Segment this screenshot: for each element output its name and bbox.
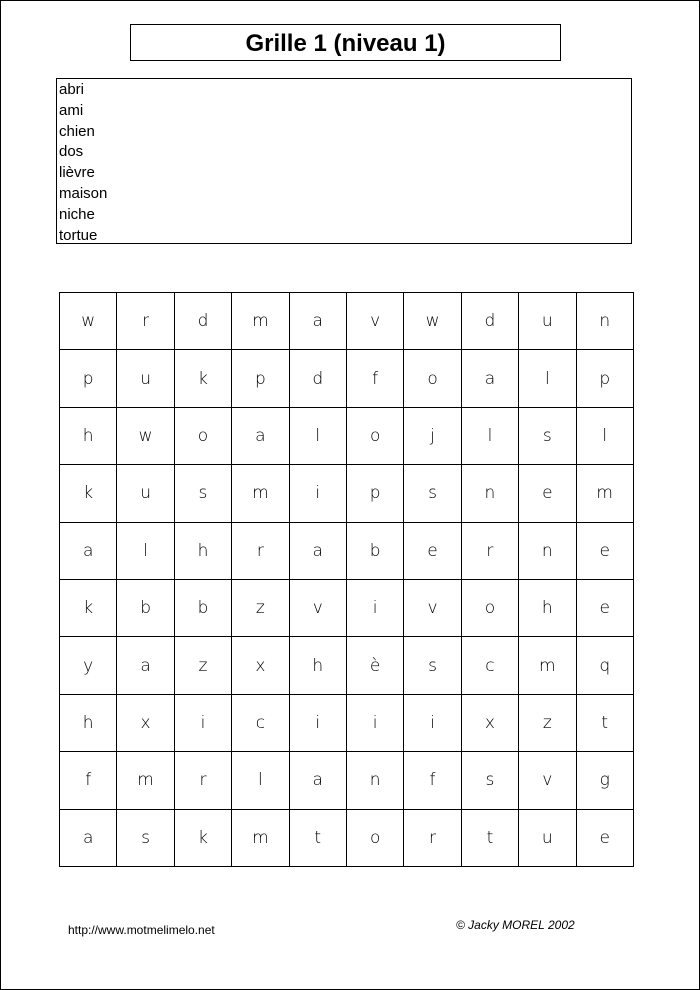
grid-row bbox=[60, 809, 634, 866]
grid-cell: k bbox=[174, 350, 231, 407]
word-list bbox=[56, 78, 632, 244]
grid-cell: s bbox=[174, 465, 231, 522]
grid-cell: f bbox=[60, 752, 117, 809]
grid-cell: o bbox=[346, 809, 403, 866]
website-link[interactable]: http://www.motmelimelo.net bbox=[68, 923, 215, 937]
grid-cell: w bbox=[404, 293, 461, 350]
grid-cell: e bbox=[519, 465, 576, 522]
grid-cell: a bbox=[117, 637, 174, 694]
grid-cell: p bbox=[60, 350, 117, 407]
grid-cell: r bbox=[232, 522, 289, 579]
grid-cell: t bbox=[461, 809, 518, 866]
grid-cell: e bbox=[576, 522, 633, 579]
grid-cell: x bbox=[117, 694, 174, 751]
grid-row bbox=[60, 637, 634, 694]
word-list-item: niche bbox=[59, 205, 95, 223]
grid-cell: i bbox=[289, 465, 346, 522]
grid-cell: m bbox=[117, 752, 174, 809]
grid-cell: f bbox=[404, 752, 461, 809]
grid-cell: i bbox=[404, 694, 461, 751]
grid-cell: b bbox=[174, 579, 231, 636]
word-list-item: ami bbox=[59, 101, 84, 119]
grid-cell: k bbox=[60, 465, 117, 522]
grid-cell: n bbox=[461, 465, 518, 522]
grid-cell: l bbox=[117, 522, 174, 579]
grid-cell: c bbox=[232, 694, 289, 751]
grid-cell: a bbox=[289, 293, 346, 350]
grid-cell: k bbox=[174, 809, 231, 866]
grid-cell: i bbox=[346, 694, 403, 751]
word-list-item: dos bbox=[59, 143, 84, 161]
grid-row bbox=[60, 579, 634, 636]
grid-cell: w bbox=[117, 407, 174, 464]
grid-cell: v bbox=[289, 579, 346, 636]
grid-row bbox=[60, 407, 634, 464]
grid-row bbox=[60, 752, 634, 809]
grid-cell: a bbox=[60, 522, 117, 579]
grid-cell: h bbox=[60, 407, 117, 464]
grid-cell: m bbox=[232, 809, 289, 866]
grid-cell: l bbox=[289, 407, 346, 464]
grid-cell: t bbox=[289, 809, 346, 866]
copyright-text: © Jacky MOREL 2002 bbox=[456, 918, 575, 932]
word-list-item: maison bbox=[59, 184, 108, 202]
grid-cell: l bbox=[576, 407, 633, 464]
grid-cell: n bbox=[346, 752, 403, 809]
grid-cell: o bbox=[174, 407, 231, 464]
grid-cell: b bbox=[117, 579, 174, 636]
grid-row bbox=[60, 522, 634, 579]
grid-cell: p bbox=[346, 465, 403, 522]
grid-cell: k bbox=[60, 579, 117, 636]
grid-cell: m bbox=[232, 293, 289, 350]
grid-cell: r bbox=[117, 293, 174, 350]
grid-cell: i bbox=[289, 694, 346, 751]
grid-cell: z bbox=[519, 694, 576, 751]
grid-cell: a bbox=[461, 350, 518, 407]
grid-cell: u bbox=[117, 350, 174, 407]
word-list-item: chien bbox=[59, 122, 95, 140]
grid-cell: s bbox=[519, 407, 576, 464]
grid-cell: v bbox=[346, 293, 403, 350]
word-list-item: abri bbox=[59, 81, 85, 98]
grid-cell: i bbox=[174, 694, 231, 751]
grid-cell: e bbox=[576, 579, 633, 636]
grid-cell: d bbox=[461, 293, 518, 350]
grid-row bbox=[60, 694, 634, 751]
grid-cell: s bbox=[404, 637, 461, 694]
grid-cell: x bbox=[232, 637, 289, 694]
grid-cell: g bbox=[576, 752, 633, 809]
grid-cell: h bbox=[519, 579, 576, 636]
grid-cell: p bbox=[232, 350, 289, 407]
word-list-item: tortue bbox=[59, 226, 98, 244]
word-list-item: lièvre bbox=[59, 164, 95, 182]
grid-cell: b bbox=[346, 522, 403, 579]
grid-cell: e bbox=[404, 522, 461, 579]
grid-cell: y bbox=[60, 637, 117, 694]
grid-cell: d bbox=[174, 293, 231, 350]
grid-cell: i bbox=[346, 579, 403, 636]
grid-cell: a bbox=[289, 752, 346, 809]
grid-row bbox=[60, 350, 634, 407]
grid-cell: v bbox=[404, 579, 461, 636]
grid-cell: a bbox=[60, 809, 117, 866]
page-title: Grille 1 (niveau 1) bbox=[130, 24, 561, 61]
grid-cell: s bbox=[461, 752, 518, 809]
grid-cell: p bbox=[576, 350, 633, 407]
grid-cell: m bbox=[519, 637, 576, 694]
grid-cell: h bbox=[289, 637, 346, 694]
grid-cell: w bbox=[60, 293, 117, 350]
grid-cell: u bbox=[117, 465, 174, 522]
grid-cell: h bbox=[60, 694, 117, 751]
grid-cell: x bbox=[461, 694, 518, 751]
grid-cell: l bbox=[232, 752, 289, 809]
grid-cell: u bbox=[519, 293, 576, 350]
grid-row bbox=[60, 465, 634, 522]
grid-cell: r bbox=[404, 809, 461, 866]
grid-cell: z bbox=[174, 637, 231, 694]
grid-cell: o bbox=[346, 407, 403, 464]
grid-cell: q bbox=[576, 637, 633, 694]
grid-cell: m bbox=[232, 465, 289, 522]
grid-cell: s bbox=[117, 809, 174, 866]
grid-cell: t bbox=[576, 694, 633, 751]
grid-cell: c bbox=[461, 637, 518, 694]
grid-cell: n bbox=[519, 522, 576, 579]
grid-cell: a bbox=[232, 407, 289, 464]
grid-cell: l bbox=[519, 350, 576, 407]
grid-cell: l bbox=[461, 407, 518, 464]
grid-cell: m bbox=[576, 465, 633, 522]
grid-cell: e bbox=[576, 809, 633, 866]
grid-cell: è bbox=[346, 637, 403, 694]
grid-cell: o bbox=[404, 350, 461, 407]
grid-cell: h bbox=[174, 522, 231, 579]
grid-cell: u bbox=[519, 809, 576, 866]
grid-cell: s bbox=[404, 465, 461, 522]
grid-cell: n bbox=[576, 293, 633, 350]
grid-cell: v bbox=[519, 752, 576, 809]
grid-cell: r bbox=[461, 522, 518, 579]
grid-cell: z bbox=[232, 579, 289, 636]
grid-row bbox=[60, 293, 634, 350]
grid-cell: r bbox=[174, 752, 231, 809]
grid-cell: j bbox=[404, 407, 461, 464]
grid-cell: o bbox=[461, 579, 518, 636]
grid-cell: d bbox=[289, 350, 346, 407]
word-search-grid bbox=[59, 292, 634, 867]
grid-cell: a bbox=[289, 522, 346, 579]
grid-cell: f bbox=[346, 350, 403, 407]
